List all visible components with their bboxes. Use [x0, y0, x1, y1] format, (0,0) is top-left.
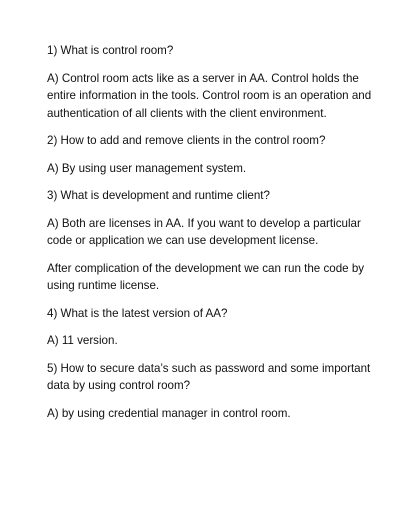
question-3: 3) What is development and runtime client? [47, 189, 270, 202]
answer-3: A) Both are licenses in AA. If you want to develop a particular code or application we can use development license. [47, 216, 361, 247]
answer-4: A) 11 version. [47, 334, 118, 347]
answer-3-continued: After complication of the development we can run the code by using runtime license. [47, 261, 365, 292]
question-5: 5) How to secure data’s such as password and some important data by using control room? [47, 361, 371, 392]
answer-2: A) By using user management system. [47, 161, 247, 175]
question-2: 2) How to add and remove clients in the control room? [47, 134, 326, 147]
question-1: 1) What is control room? [47, 44, 174, 57]
answer-1: A) Control room acts like as a server in AA. Control holds the entire information in the tools. Control room is an operation and authentication of all clients with the client environment. [47, 71, 372, 120]
question-4: 4) What is the latest version of AA? [47, 306, 228, 320]
answer-5: A) by using credential manager in control room. [47, 406, 291, 420]
